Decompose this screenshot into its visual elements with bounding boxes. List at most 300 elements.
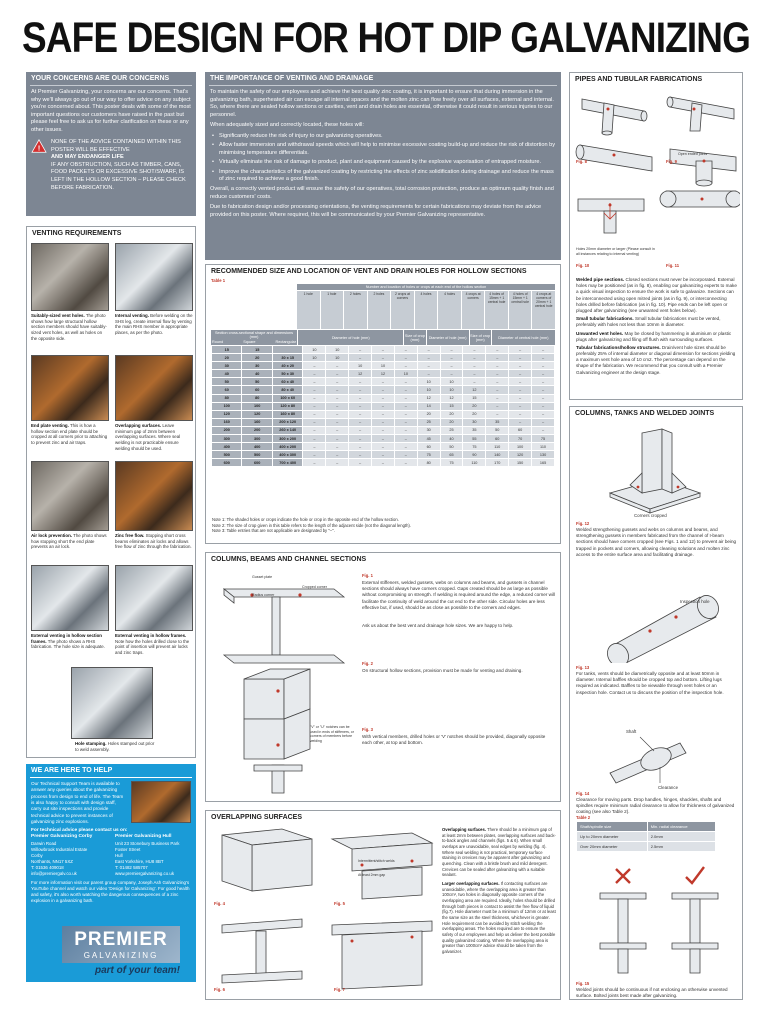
table-cell: – bbox=[349, 394, 372, 402]
hole-type-cell: 4 holes of 15mm + 1 central hole bbox=[509, 291, 532, 329]
section-header: Section cross-sectional shape and dimensions (mm) Round Square Rectangular bbox=[212, 331, 296, 344]
table-1-label: Table 1 bbox=[211, 278, 226, 283]
columns-tanks-text-14: Clearance for moving parts. Drop handles, hinges, shackles, shafts and spindles require minimum radial clearance to allow for thickness of galvanized coating (see also Table 2). bbox=[576, 797, 735, 815]
table-cell: 60 bbox=[509, 426, 532, 434]
hull-line: Foster Street bbox=[115, 846, 141, 852]
table-cell: – bbox=[486, 394, 509, 402]
table-cell: – bbox=[509, 370, 532, 378]
table-cell: – bbox=[394, 402, 417, 410]
corby-email[interactable]: info@premiergalv.co.uk bbox=[31, 870, 77, 876]
table-cell: – bbox=[303, 386, 326, 394]
table-cell: 200 bbox=[212, 426, 242, 434]
v-notch-note: "V" or "U" notches can be used in ends of stiffeners, or corners of members before welding bbox=[310, 725, 354, 743]
table-cell: 10 bbox=[326, 346, 349, 354]
hull-line: Unit 23 Stonebury Business Park bbox=[115, 840, 180, 846]
table-note-1: Note 1: The shaded holes or crops indicate the hole or crop in the opposite end of the hollow section. bbox=[212, 517, 399, 522]
caption-internal-venting: Internal venting. Before welding on the SHS leg, create internal flow by venting the main RHS member in appropriate places, as per the photo. bbox=[115, 313, 193, 336]
table-cell: 60 bbox=[242, 386, 272, 394]
table-cell: 120 bbox=[509, 451, 532, 459]
table-cell: 200 bbox=[242, 426, 272, 434]
fig-11-label: Fig. 11 bbox=[666, 263, 680, 268]
table-cell: – bbox=[532, 354, 555, 362]
table-cell: – bbox=[463, 362, 486, 370]
table-cell: 60 bbox=[212, 386, 242, 394]
table-note-3: Note 3: Table entries that are not applicable are designated by "–". bbox=[212, 528, 335, 534]
table-cell: – bbox=[486, 378, 509, 386]
vent-table bbox=[211, 345, 555, 467]
fig-13-label: Fig. 13 bbox=[576, 665, 590, 670]
table-cell: – bbox=[326, 443, 349, 451]
table-cell: – bbox=[532, 386, 555, 394]
table-cell: 70 bbox=[509, 435, 532, 443]
logo-sub: GALVANIZING bbox=[83, 951, 159, 960]
pipes-p4: Drain/vent hole sizes should be preferably 25% of internal diameter or diagonal dimension for sections yielding a maximum vent hole area of 10 cm2. The percentage can depend on the shape of the fabrication. We recommend that you consult with a Premier Galvanizing engineer at the design stage. bbox=[576, 344, 736, 375]
table-cell: – bbox=[417, 362, 440, 370]
logo-tagline: part of your team! bbox=[94, 965, 180, 976]
page-title: SAFE DESIGN FOR HOT DIP GALVANIZING bbox=[22, 14, 751, 62]
table-cell: – bbox=[532, 370, 555, 378]
table-cell: – bbox=[440, 370, 463, 378]
table-cell: 12 bbox=[463, 386, 486, 394]
table-cell: 10 bbox=[303, 354, 326, 362]
overlap-p2-title: Larger overlapping surfaces. bbox=[442, 881, 500, 887]
table-cell: 50 bbox=[486, 426, 509, 434]
table-cell: 100 bbox=[242, 402, 272, 410]
inspection-hole-label: Inspection hole bbox=[680, 599, 710, 604]
table-cell: 12 bbox=[349, 370, 372, 378]
table-col-headers bbox=[211, 330, 555, 345]
gusset-label: Gusset plate bbox=[252, 575, 273, 579]
hull-line: Hull bbox=[115, 852, 123, 858]
hole-type-cell: 4 holes bbox=[438, 291, 461, 329]
table-cell: 100 x 60 bbox=[272, 394, 302, 402]
table-cell: – bbox=[372, 443, 395, 451]
caption-hollow-frames: External venting in hollow frames. Note how the holes drilled close to the point of insertion will prevent air locks and zinc traps. bbox=[115, 633, 190, 656]
table-cell: 12 bbox=[372, 370, 395, 378]
table-cell: – bbox=[349, 451, 372, 459]
table-cell: – bbox=[440, 362, 463, 370]
table-cell: 55 bbox=[463, 435, 486, 443]
table-cell: 50 bbox=[242, 378, 272, 386]
corby-name: Premier Galvanizing Corby bbox=[31, 834, 93, 840]
table-cell: 160 bbox=[212, 418, 242, 426]
table-cell: 130 bbox=[532, 451, 555, 459]
importance-bullet: • Virtually eliminate the risk of damage to product, plant and equipment caused by the explosive vaporisation of entrapped moisture. bbox=[219, 159, 556, 167]
vent-table-panel bbox=[205, 264, 561, 544]
table-cell bbox=[272, 346, 302, 354]
table-cell: – bbox=[349, 418, 372, 426]
table-cell: 30 bbox=[417, 426, 440, 434]
hull-line: East Yorkshire, HU8 8BT bbox=[115, 858, 164, 864]
hole-type-cell: 4 holes of 15mm + 1 central hole bbox=[485, 291, 508, 329]
table-cell: 400 x 200 bbox=[272, 443, 302, 451]
caption-air-lock: Air lock prevention. The photo shows how stopping short the end plate prevents an air lock. bbox=[31, 533, 107, 550]
fig-2-label: Fig. 2 bbox=[362, 661, 373, 666]
pipes-text bbox=[576, 277, 738, 376]
table-cell: – bbox=[532, 394, 555, 402]
table-cell: 75 bbox=[417, 451, 440, 459]
table-row bbox=[212, 402, 555, 410]
table-row bbox=[212, 451, 555, 459]
fig-8-label: Fig. 8 bbox=[576, 159, 587, 164]
fig-4-label: Fig. 4 bbox=[214, 901, 225, 906]
table-cell: – bbox=[532, 410, 555, 418]
table-cell: – bbox=[509, 362, 532, 370]
overlap-diagram-icon bbox=[212, 825, 446, 995]
table-cell: 35 bbox=[486, 418, 509, 426]
table-cell: 20 bbox=[212, 354, 242, 362]
fig-6-label: Fig. 6 bbox=[214, 987, 225, 992]
corby-line: Willowbrook Industrial Estate bbox=[31, 846, 88, 852]
open-ended-label: Open ended joints bbox=[678, 152, 708, 156]
table-cell: – bbox=[372, 418, 395, 426]
shaft-icon bbox=[600, 723, 710, 789]
table-cell: 10 bbox=[394, 370, 417, 378]
table-cell: – bbox=[303, 410, 326, 418]
table-cell: 75 bbox=[440, 459, 463, 467]
photo-vent-holes bbox=[31, 243, 109, 311]
t2-cell: 2.5mm bbox=[647, 842, 715, 852]
table-cell: 140 bbox=[486, 451, 509, 459]
table-cell: – bbox=[326, 410, 349, 418]
table-row bbox=[212, 370, 555, 378]
table-row bbox=[212, 459, 555, 467]
table-cell: – bbox=[394, 378, 417, 386]
table-cell: 30 bbox=[242, 362, 272, 370]
caption-external-venting: External venting in hollow section frames. The photo shows a RHS fabrication. The hole size is adequate. bbox=[31, 633, 105, 650]
warning-line-1: NONE OF THE ADVICE CONTAINED WITHIN THIS POSTER WILL BE EFFECTIVE bbox=[51, 139, 181, 153]
table-cell: 300 bbox=[212, 435, 242, 443]
table-cell: – bbox=[303, 443, 326, 451]
table-row bbox=[212, 410, 555, 418]
table-cell: – bbox=[394, 346, 417, 354]
table-cell: – bbox=[509, 410, 532, 418]
overlapping-panel bbox=[205, 810, 561, 1000]
beam-diagram-icon bbox=[214, 569, 354, 797]
pipes-p1: Closed sections must never be incorporated. External holes may be positioned (as in fig. 8), enabling our galvanizing experts to make a quick visual inspection to ensure the work is safe to galvanize. Sections can be interconnected using open mitred joints (as in fig. 9), or interconnecting holes drilled before fabrication (as in fig. 10). Pipe ends can be left open or plugged after galvanizing (see unwanted vent holes below). bbox=[576, 277, 737, 313]
contact-corby bbox=[31, 833, 107, 876]
table-cell: – bbox=[509, 418, 532, 426]
table-cell: 80 bbox=[242, 394, 272, 402]
table-cell: – bbox=[394, 386, 417, 394]
table-cell: – bbox=[372, 459, 395, 467]
table-cell: – bbox=[326, 402, 349, 410]
concerns-body: At Premier Galvanizing, your concerns are our concerns. That's why we'll always go out of our way to offer advice on any subject you're concerned about. This poster deals with some of the most important questions our customers have raised in the past but please feel free to ask us for further clarification on these or any other issues. bbox=[31, 89, 191, 133]
hole-type-cell: 4 crops at corners bbox=[462, 291, 485, 329]
table-cell: – bbox=[394, 451, 417, 459]
table-cell: 260 x 140 bbox=[272, 426, 302, 434]
table-cell: 100 bbox=[509, 443, 532, 451]
corby-line: Corby bbox=[31, 852, 43, 858]
table-cell: – bbox=[394, 418, 417, 426]
table-cell: 170 bbox=[486, 459, 509, 467]
importance-bullets bbox=[205, 133, 561, 184]
table-cell: 30 bbox=[212, 362, 242, 370]
table-cell: – bbox=[509, 402, 532, 410]
table-cell: – bbox=[486, 346, 509, 354]
table-cell: – bbox=[394, 410, 417, 418]
table-cell: – bbox=[303, 435, 326, 443]
table-cell: – bbox=[486, 402, 509, 410]
table-cell: 45 bbox=[417, 435, 440, 443]
table-cell: 50 x 30 bbox=[272, 370, 302, 378]
t2-header-2: Min. radial clearance bbox=[647, 822, 715, 832]
table-cell: – bbox=[532, 378, 555, 386]
table-cell: – bbox=[372, 410, 395, 418]
table-cell: 400 bbox=[242, 443, 272, 451]
table-cell: – bbox=[394, 443, 417, 451]
crop-header: Size of crop (mm) bbox=[404, 330, 425, 345]
table-cell: – bbox=[417, 354, 440, 362]
column-base-icon bbox=[600, 423, 710, 523]
table-cell: 300 bbox=[242, 435, 272, 443]
table-cell: – bbox=[349, 402, 372, 410]
table-cell: – bbox=[486, 386, 509, 394]
table-cell: 60 bbox=[486, 435, 509, 443]
table-cell: 15 bbox=[242, 346, 272, 354]
clearance-label: Clearance bbox=[658, 785, 679, 790]
hull-name: Premier Galvanizing Hull bbox=[115, 834, 172, 840]
table-cell: – bbox=[326, 435, 349, 443]
importance-bullet: • Significantly reduce the risk of injury to our galvanizing operatives. bbox=[219, 133, 556, 141]
table-row bbox=[212, 426, 555, 434]
table-cell: 50 bbox=[440, 443, 463, 451]
venting-panel bbox=[26, 226, 196, 758]
table-row bbox=[212, 394, 555, 402]
importance-bullet: • Allow faster immersion and withdrawal speeds which will help to minimise excessive coating build-up and reduce the risk of distortion by minimising temperature differentials. bbox=[219, 142, 556, 157]
table-cell: 25 bbox=[440, 426, 463, 434]
table-row bbox=[212, 378, 555, 386]
radius-corner-label: Radius corner bbox=[252, 593, 275, 597]
gap-label: At least 2mm gap bbox=[358, 873, 386, 877]
hull-phone: T: 01482 585707 bbox=[115, 864, 148, 870]
table-cell: 400 x 300 bbox=[272, 451, 302, 459]
hole-type-cell: 4 holes bbox=[415, 291, 438, 329]
columns-tanks-text-12: Welded strengthening gussets and webs on columns and beams, and strengthening gussets in members fabricated from the channel of I-beam sections should have corners cropped (see Figs. 1 and 12) to prevent air being trapped in pockets and corners, allowing cleaning solutions and molten zinc access to the entire surface area and facilitating drainage. bbox=[576, 527, 737, 557]
diam-header: Diameter of hole (mm) bbox=[298, 330, 403, 345]
clearance-table bbox=[576, 821, 716, 852]
photo-external-venting bbox=[31, 565, 109, 631]
table-cell: 75 bbox=[463, 443, 486, 451]
table-cell: 600 bbox=[212, 459, 242, 467]
table-cell: – bbox=[532, 426, 555, 434]
t2-cell: Up to 20mm diameter bbox=[577, 832, 648, 842]
table-cell: – bbox=[372, 402, 395, 410]
pipes-p1-title: Welded pipe sections. bbox=[576, 277, 625, 282]
hole-type-cell: 2 holes bbox=[368, 291, 391, 329]
contacts bbox=[26, 833, 196, 876]
table-cell: – bbox=[532, 418, 555, 426]
table-cell: 20 bbox=[440, 410, 463, 418]
table-row bbox=[212, 362, 555, 370]
t2-cell: Over 20mm diameter bbox=[577, 842, 648, 852]
contact-hull bbox=[115, 833, 191, 876]
table-cell: 50 bbox=[212, 378, 242, 386]
table-cell: – bbox=[326, 362, 349, 370]
pipes-p2: Small tubular fabrications must be vented, preferably with holes not less than 10mm in diameter. bbox=[576, 316, 721, 328]
table-row bbox=[212, 386, 555, 394]
warning-block bbox=[26, 137, 196, 194]
concerns-heading: YOUR CONCERNS ARE OUR CONCERNS bbox=[30, 72, 192, 86]
table-cell: – bbox=[463, 378, 486, 386]
t2-cell: 2.0mm bbox=[647, 832, 715, 842]
table-cell: – bbox=[509, 354, 532, 362]
table-cell: 20 bbox=[417, 410, 440, 418]
table-cell: – bbox=[326, 394, 349, 402]
table-cell: 110 bbox=[463, 459, 486, 467]
warning-icon bbox=[31, 139, 47, 153]
table-cell: 20 bbox=[242, 354, 272, 362]
hole-note: Holes 20mm diameter or larger (Please consult in all instances relating to internal venting) bbox=[576, 247, 655, 256]
columns-tanks-text-15: Welded joints should be continuous if not enclosing an otherwise unvented surface. Bolted joints best made after galvanizing. bbox=[576, 987, 728, 999]
table-cell: 35 bbox=[463, 426, 486, 434]
table-cell: – bbox=[303, 426, 326, 434]
overlap-p1-title: Overlapping surfaces. bbox=[442, 827, 486, 832]
table-cell: – bbox=[486, 370, 509, 378]
table-cell: 20 bbox=[463, 410, 486, 418]
table-cell: 25 bbox=[417, 418, 440, 426]
hole-type-cell: 2 holes bbox=[344, 291, 367, 329]
corby-line: Northants, NN17 5XZ bbox=[31, 858, 73, 864]
columns-beams-text-1: External stiffeners, welded gussets, webs on columns and beams, and gussets in channel sections should always have corners cropped. Gaps created should be as large as possible without compromising on strength. If welding is required around the edge, a reduced corner will facilitate the continuity of weld around the cut end to the other side. Circular holes are less effective but, if used, should be as close as possible to the corners and edges. bbox=[362, 580, 556, 610]
photo-support-team bbox=[131, 781, 191, 823]
table-cell: 30 x 15 bbox=[272, 354, 302, 362]
photo-end-plate bbox=[31, 355, 109, 421]
table-cell: – bbox=[463, 370, 486, 378]
importance-lead: When adequately sized and correctly located, these holes will: bbox=[210, 122, 364, 129]
help-heading: WE ARE HERE TO HELP bbox=[30, 764, 192, 778]
table-cell: 12 bbox=[417, 394, 440, 402]
photo-overlapping bbox=[115, 355, 193, 421]
table-cell: 100 bbox=[212, 402, 242, 410]
shaft-label: Shaft bbox=[626, 729, 637, 734]
pipes-heading: PIPES AND TUBULAR FABRICATIONS bbox=[575, 76, 703, 83]
fig-5-label: Fig. 5 bbox=[334, 901, 345, 906]
table-cell: – bbox=[372, 426, 395, 434]
premier-logo bbox=[62, 926, 180, 986]
hull-website[interactable]: www.premiergalvanizing.co.uk bbox=[115, 870, 175, 876]
pipe-diagram-icon bbox=[574, 87, 740, 237]
corners-cropped-label: Corners cropped bbox=[634, 513, 667, 518]
fig-7-label: Fig. 7 bbox=[334, 987, 345, 992]
columns-tanks-text-13: For tanks, vents should be diametrically opposite and at least 50mm in diameter. Internal baffles should be cropped top and bottom. Lifting lugs required as indicated. Baffles to be viewable through vent holes or an inspection hole. Contact us to discuss the position of the inspection hole. bbox=[576, 671, 724, 695]
importance-outro-2: Due to fabrication design and/or processing orientations, the venting requirements for certain fabrications may deviate from the advice provided on this poster. Where required, this will be communicated by your Premier Galvanizing representative. bbox=[210, 204, 542, 218]
photo-hollow-frames bbox=[115, 565, 193, 631]
table-cell: – bbox=[303, 418, 326, 426]
svg-text:!: ! bbox=[37, 143, 41, 153]
table-cell: 500 bbox=[212, 451, 242, 459]
table-cell: 110 bbox=[486, 443, 509, 451]
table-cell: – bbox=[349, 386, 372, 394]
fig-1-label: Fig. 1 bbox=[362, 573, 373, 578]
table-cell: – bbox=[349, 459, 372, 467]
columns-beams-text-1b: Ask us about the best vent and drainage hole sizes. We are happy to help. bbox=[362, 623, 514, 628]
table-cell: – bbox=[372, 354, 395, 362]
warning-line-3: IF ANY OBSTRUCTION, SUCH AS TIMBER, CANS, FOOD PACKETS OR EXCESSIVE SHOT/SWARF, IS LEFT IN THE HOLLOW SECTION – PLEASE CHECK BEFORE FABRICATION. bbox=[51, 161, 186, 191]
table-cell: 165 bbox=[532, 459, 555, 467]
table-cell: – bbox=[372, 451, 395, 459]
table-cell: – bbox=[486, 354, 509, 362]
fig-3-label: Fig. 3 bbox=[362, 727, 373, 732]
welded-joint-icon bbox=[590, 863, 730, 979]
table-cell: – bbox=[303, 394, 326, 402]
caption-zinc-flow: Zinc free flow. Stopping short cross beams eliminates air locks and allows free flow of zinc through the fabrication. bbox=[115, 533, 192, 550]
table-cell: – bbox=[326, 459, 349, 467]
help-body: Our Technical Support Team is available to answer any queries about the galvanizing process from design to end of life. The Team is also happy to consult with design staff, carry out site inspections and provide technical advice to prevent instances of galvanizing zinc explosions. bbox=[31, 781, 124, 825]
table-cell: – bbox=[372, 394, 395, 402]
corby-line: Darwin Road bbox=[31, 840, 57, 846]
table-row bbox=[212, 418, 555, 426]
table-row bbox=[212, 435, 555, 443]
importance-outro-1: Overall, a correctly vented product will ensure the safety of our operatives, total corrosion protection, produce an optimum quality finish and reduce customers' costs. bbox=[210, 186, 554, 200]
table-cell: – bbox=[509, 378, 532, 386]
table-cell: – bbox=[532, 362, 555, 370]
columns-beams-heading: COLUMNS, BEAMS AND CHANNEL SECTIONS bbox=[211, 556, 367, 563]
table-cell: 40 bbox=[242, 370, 272, 378]
table-cell: – bbox=[349, 354, 372, 362]
table-2-label: Table 2 bbox=[576, 815, 591, 820]
table-row bbox=[212, 354, 555, 362]
table-cell: 14 bbox=[417, 402, 440, 410]
table-cell: 65 bbox=[440, 451, 463, 459]
table-cell: 20 bbox=[463, 402, 486, 410]
fig-9-label: Fig. 9 bbox=[666, 159, 677, 164]
diam2-header: Diameter of hole (mm) bbox=[427, 330, 469, 345]
contact-lead: For technical advice please contact us on: bbox=[31, 828, 128, 834]
table-cell: 20 bbox=[440, 418, 463, 426]
importance-panel bbox=[205, 72, 561, 260]
table-cell: 120 bbox=[242, 410, 272, 418]
table-cell: 40 bbox=[212, 370, 242, 378]
pipes-p2-title: Small tubular fabrications. bbox=[576, 316, 634, 322]
photo-internal-venting bbox=[115, 243, 193, 311]
table-cell: 700 x 400 bbox=[272, 459, 302, 467]
table-cell: – bbox=[509, 386, 532, 394]
fig-10-label: Fig. 10 bbox=[576, 263, 590, 268]
table-row bbox=[212, 443, 555, 451]
caption-end-plate: End plate venting. This is how a hollow section end plate should be cropped at all corners prior to attaching to prevent zinc and air traps. bbox=[31, 423, 108, 446]
table-cell: – bbox=[372, 378, 395, 386]
photo-hole-stamping bbox=[71, 667, 153, 739]
table-cell: 10 bbox=[303, 346, 326, 354]
table-cell: 160 x 80 bbox=[272, 410, 302, 418]
table-cell: 80 bbox=[417, 459, 440, 467]
table-cell: – bbox=[394, 362, 417, 370]
table-cell: – bbox=[349, 378, 372, 386]
table-cell: – bbox=[440, 346, 463, 354]
importance-intro: To maintain the safety of our employees and achieve the best quality zinc coating, it is important to ensure that during immersion in the galvanizing bath, superheated air can escape all internal spaces and the molten zinc can flow freely over all surfaces, external and internal. So, where there are sealed hollow sections or cavities, vent and drain holes are essential, otherwise it could result in serious injuries to our personnel. bbox=[210, 89, 554, 118]
table-cell: 10 bbox=[349, 362, 372, 370]
table-cell: 600 bbox=[242, 459, 272, 467]
table-row bbox=[212, 346, 555, 354]
help-more: For more information visit our parent group company, Joseph Ash Galvanizing's YouTube channel and watch our video 'Design for Galvanizing'. For good health and safety, it's also worth watching the dangerous consequences of a zinc explosion in a galvanizing bath. bbox=[31, 879, 190, 903]
caption-overlapping: Overlapping surfaces. Leave minimum gap of 2mm between overlapping surfaces. Where seal welding is not practicable ensure welding should be used. bbox=[115, 423, 181, 451]
table-cell: – bbox=[463, 346, 486, 354]
overlap-text bbox=[442, 827, 556, 955]
table-cell: 300 x 200 bbox=[272, 435, 302, 443]
hole-type-row bbox=[297, 291, 555, 329]
table-cell: – bbox=[349, 443, 372, 451]
table-cell: – bbox=[349, 435, 372, 443]
logo-name: PREMIER bbox=[74, 929, 168, 950]
table-cell: 40 x 20 bbox=[272, 362, 302, 370]
intermittent-label: Intermittent/stitch welds bbox=[358, 859, 395, 863]
table-cell: 60 x 40 bbox=[272, 378, 302, 386]
columns-tanks-panel bbox=[569, 406, 743, 1000]
table-cell: – bbox=[349, 410, 372, 418]
table-cell: 150 bbox=[509, 459, 532, 467]
table-cell: – bbox=[486, 410, 509, 418]
